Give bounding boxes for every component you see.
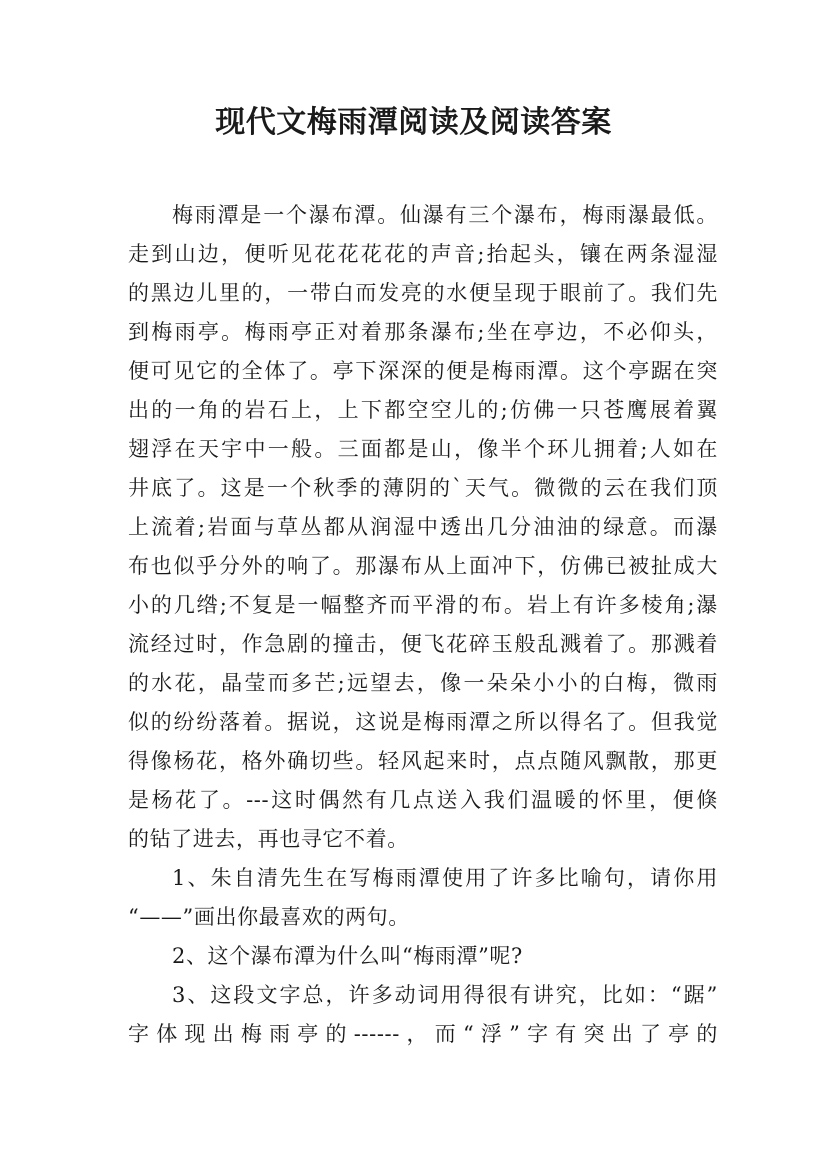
passage-line: 翅浮在天宇中一般。三面都是山，像半个环儿拥着;人如在	[128, 437, 718, 461]
passage-line: 布也似乎分外的响了。那瀑布从上面冲下，仿佛已被扯成大	[128, 554, 718, 578]
passage-line: 上流着;岩面与草丛都从润湿中透出几分油油的绿意。而瀑	[128, 515, 718, 539]
passage-line: 得像杨花，格外确切些。轻风起来时，点点随风飘散，那更	[128, 749, 718, 773]
passage-line: 是杨花了。---这时偶然有几点送入我们温暖的怀里，便倏	[128, 788, 718, 812]
passage-line: 的水花，晶莹而多芒;远望去，像一朵朵小小的白梅，微雨	[128, 671, 718, 695]
question-2: 2、这个瀑布潭为什么叫“梅雨潭”呢?	[172, 944, 523, 968]
document-title: 现代文梅雨潭阅读及阅读答案	[215, 105, 612, 140]
passage-line: 的黑边儿里的，一带白而发亮的水便呈现于眼前了。我们先	[128, 281, 718, 305]
question-1-continuation: “——”画出你最喜欢的两句。	[128, 905, 410, 929]
question-3: 3、这段文字总，许多动词用得很有讲究，比如：“踞”	[172, 983, 718, 1007]
passage-line: 似的纷纷落着。据说，这说是梅雨潭之所以得名了。但我觉	[128, 710, 718, 734]
passage-line: 到梅雨亭。梅雨亭正对着那条瀑布;坐在亭边，不必仰头，	[128, 320, 718, 344]
question-3-continuation: 字体现出梅雨亭的------，而“浮”字有突出了亭的	[128, 1022, 718, 1046]
passage-line: 梅雨潭是一个瀑布潭。仙瀑有三个瀑布，梅雨瀑最低。	[172, 203, 718, 227]
passage-line: 出的一角的岩石上，上下都空空儿的;仿佛一只苍鹰展着翼	[128, 398, 718, 422]
passage-line: 走到山边，便听见花花花花的声音;抬起头，镶在两条湿湿	[128, 242, 718, 266]
question-1: 1、朱自清先生在写梅雨潭使用了许多比喻句，请你用	[172, 866, 718, 890]
passage-line: 井底了。这是一个秋季的薄阴的`天气。微微的云在我们顶	[128, 476, 718, 500]
passage-line: 便可见它的全体了。亭下深深的便是梅雨潭。这个亭踞在突	[128, 359, 718, 383]
passage-line: 流经过时，作急剧的撞击，便飞花碎玉般乱溅着了。那溅着	[128, 632, 718, 656]
passage-line: 的钻了进去，再也寻它不着。	[128, 827, 409, 851]
passage-line: 小的几绺;不复是一幅整齐而平滑的布。岩上有许多棱角;瀑	[128, 593, 718, 617]
